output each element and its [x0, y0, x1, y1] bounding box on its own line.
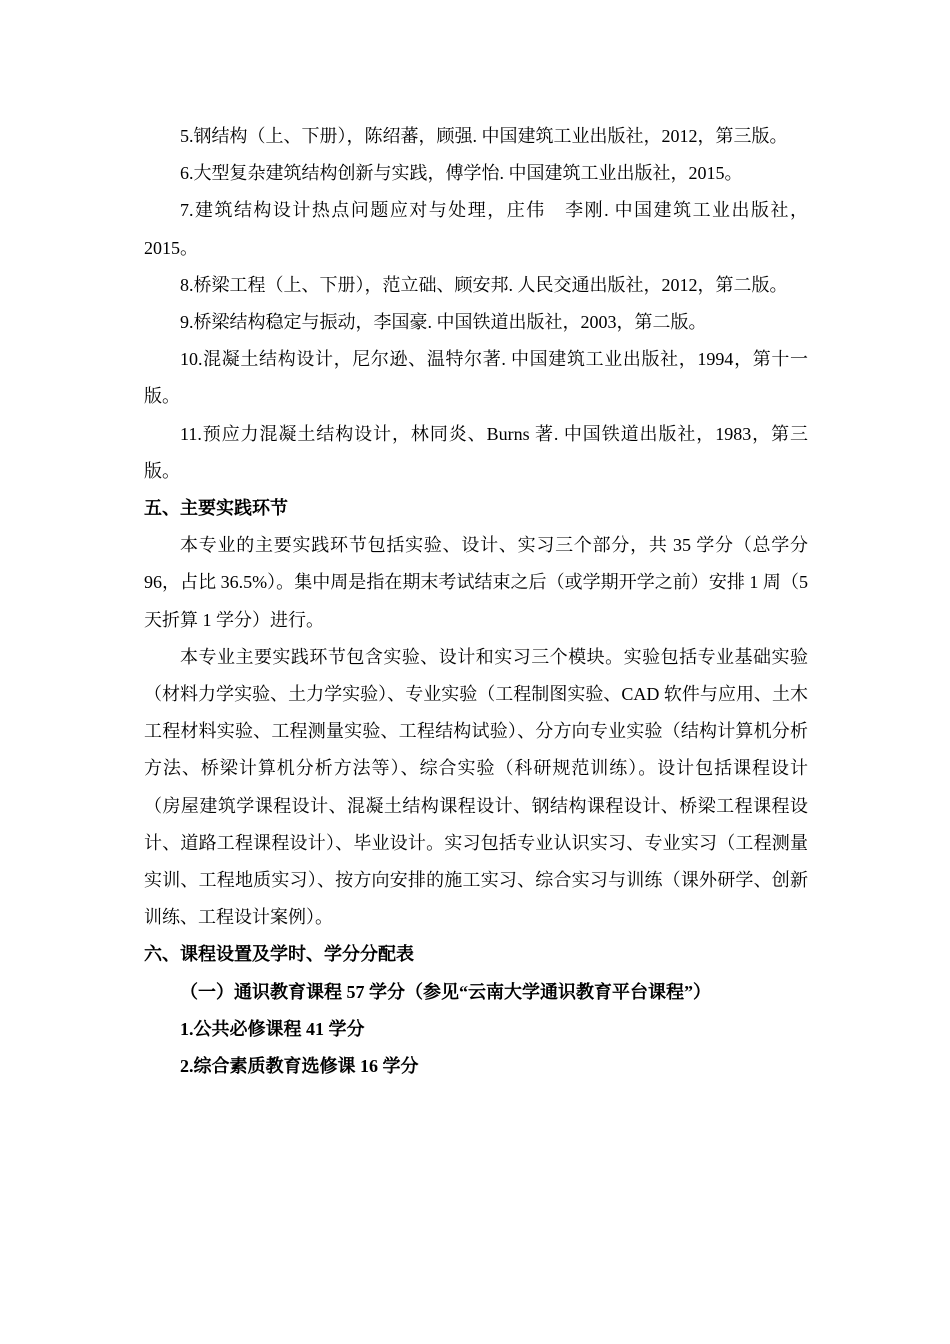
reference-item: 5.钢结构（上、下册），陈绍蕃，顾强. 中国建筑工业出版社，2012，第三版。	[180, 126, 788, 146]
reference-item: 9.桥梁结构稳定与振动，李国豪. 中国铁道出版社，2003，第二版。	[180, 312, 707, 333]
practice-paragraph: 本专业主要实践环节包含实验、设计和实习三个模块。实验包括专业基础实验（材料力学实验、土力学实验）、专业实验（工程制图实验、CAD 软件与应用、土木工程材料实验、工程测量实验、工程结构试验）、分方向专业实验（结构计算机分析方法、桥梁计算机分析方法等）、综合实验（科研规范训练）。设计包括课程设计（房屋建筑学课程设计、混凝土结构课程设计、钢结构课程设计、桥梁工程课程设计、道路工程课程设计）、毕业设计。实习包括专业认识实习、专业实习（工程测量实训、工程地质实习）、按方向安排的施工实习、综合实习与训练（课外研学、创新训练、工程设计案例）。	[144, 646, 808, 928]
reference-item: 7.建筑结构设计热点问题应对与处理，庄伟 李刚. 中国建筑工业出版社，2015。	[144, 200, 808, 258]
document-page	[144, 118, 808, 1085]
section-heading-courses: 六、课程设置及学时、学分分配表	[144, 944, 414, 965]
reference-item: 8.桥梁工程（上、下册），范立础、顾安邦. 人民交通出版社，2012，第二版。	[180, 274, 788, 295]
course-category-item: 2.综合素质教育选修课 16 学分	[180, 1056, 419, 1077]
practice-paragraph: 本专业的主要实践环节包括实验、设计、实习三个部分，共 35 学分（总学分 96，占比 36.5%）。集中周是指在期末考试结束之后（或学期开学之前）安排 1 周（5 天折算 1 学分）进行。	[144, 535, 808, 630]
section-heading-practice: 五、主要实践环节	[144, 498, 288, 519]
reference-item: 10.混凝土结构设计，尼尔逊、温特尔著. 中国建筑工业出版社，1994，第十一版。	[144, 349, 808, 407]
subsection-heading-general-education: （一）通识教育课程 57 学分（参见“云南大学通识教育平台课程”）	[180, 981, 711, 1002]
reference-item: 11.预应力混凝土结构设计，林同炎、Burns 著. 中国铁道出版社，1983，第三版。	[144, 423, 808, 481]
course-category-item: 1.公共必修课程 41 学分	[180, 1018, 365, 1039]
reference-item: 6.大型复杂建筑结构创新与实践，傅学怡. 中国建筑工业出版社，2015。	[180, 163, 743, 184]
